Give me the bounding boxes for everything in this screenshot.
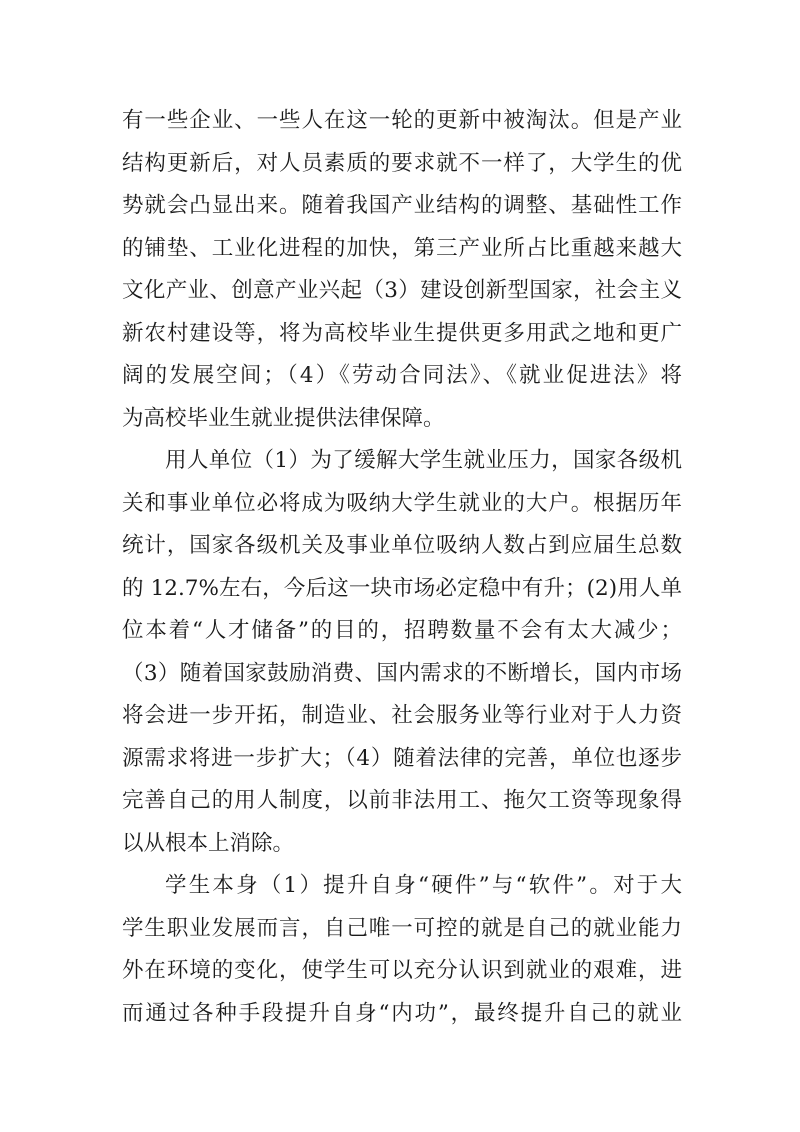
text-line: 学生本身（1）提升自身“硬件”与“软件”。对于大 xyxy=(165,873,682,898)
text-line: （3）随着国家鼓励消费、国内需求的不断增长，国内市场 xyxy=(122,660,682,686)
text-line: 有一些企业、一些人在这一轮的更新中被淘汰。但是产业 xyxy=(122,108,682,133)
text-line: 统计，国家各级机关及事业单位吸纳人数占到应届生总数 xyxy=(122,533,682,558)
text-line: 位本着“人才储备”的目的，招聘数量不会有太大减少； xyxy=(122,618,682,643)
text-line: 的铺垫、工业化进程的加快，第三产业所占比重越来越大 xyxy=(122,235,682,261)
body-text xyxy=(122,100,682,1035)
text-line: 新农村建设等，将为高校毕业生提供更多用武之地和更广 xyxy=(122,320,682,346)
text-line: 以从根本上消除。 xyxy=(122,830,295,856)
text-line: 将会进一步开拓，制造业、社会服务业等行业对于人力资 xyxy=(122,703,682,728)
text-line: 用人单位（1）为了缓解大学生就业压力，国家各级机 xyxy=(165,448,682,473)
text-line: 完善自己的用人制度，以前非法用工、拖欠工资等现象得 xyxy=(122,788,682,813)
text-line: 为高校毕业生就业提供法律保障。 xyxy=(122,405,445,431)
text-line: 结构更新后，对人员素质的要求就不一样了，大学生的优 xyxy=(122,150,682,176)
text-line: 外在环境的变化，使学生可以充分认识到就业的艰难，进 xyxy=(122,958,682,983)
text-line: 关和事业单位必将成为吸纳大学生就业的大户。根据历年 xyxy=(122,490,682,516)
text-line: 而通过各种手段提升自身“内功”，最终提升自己的就业 xyxy=(122,1000,682,1026)
text-line: 的 12.7%左右，今后这一块市场必定稳中有升；(2)用人单 xyxy=(122,575,682,601)
text-line: 源需求将进一步扩大；（4）随着法律的完善，单位也逐步 xyxy=(122,745,682,771)
text-line: 文化产业、创意产业兴起（3）建设创新型国家，社会主义 xyxy=(122,278,682,303)
text-line: 阔的发展空间；（4）《劳动合同法》、《就业促进法》将 xyxy=(122,363,682,388)
text-line: 学生职业发展而言，自己唯一可控的就是自己的就业能力 xyxy=(122,915,682,941)
text-line: 势就会凸显出来。随着我国产业结构的调整、基础性工作 xyxy=(122,193,682,218)
